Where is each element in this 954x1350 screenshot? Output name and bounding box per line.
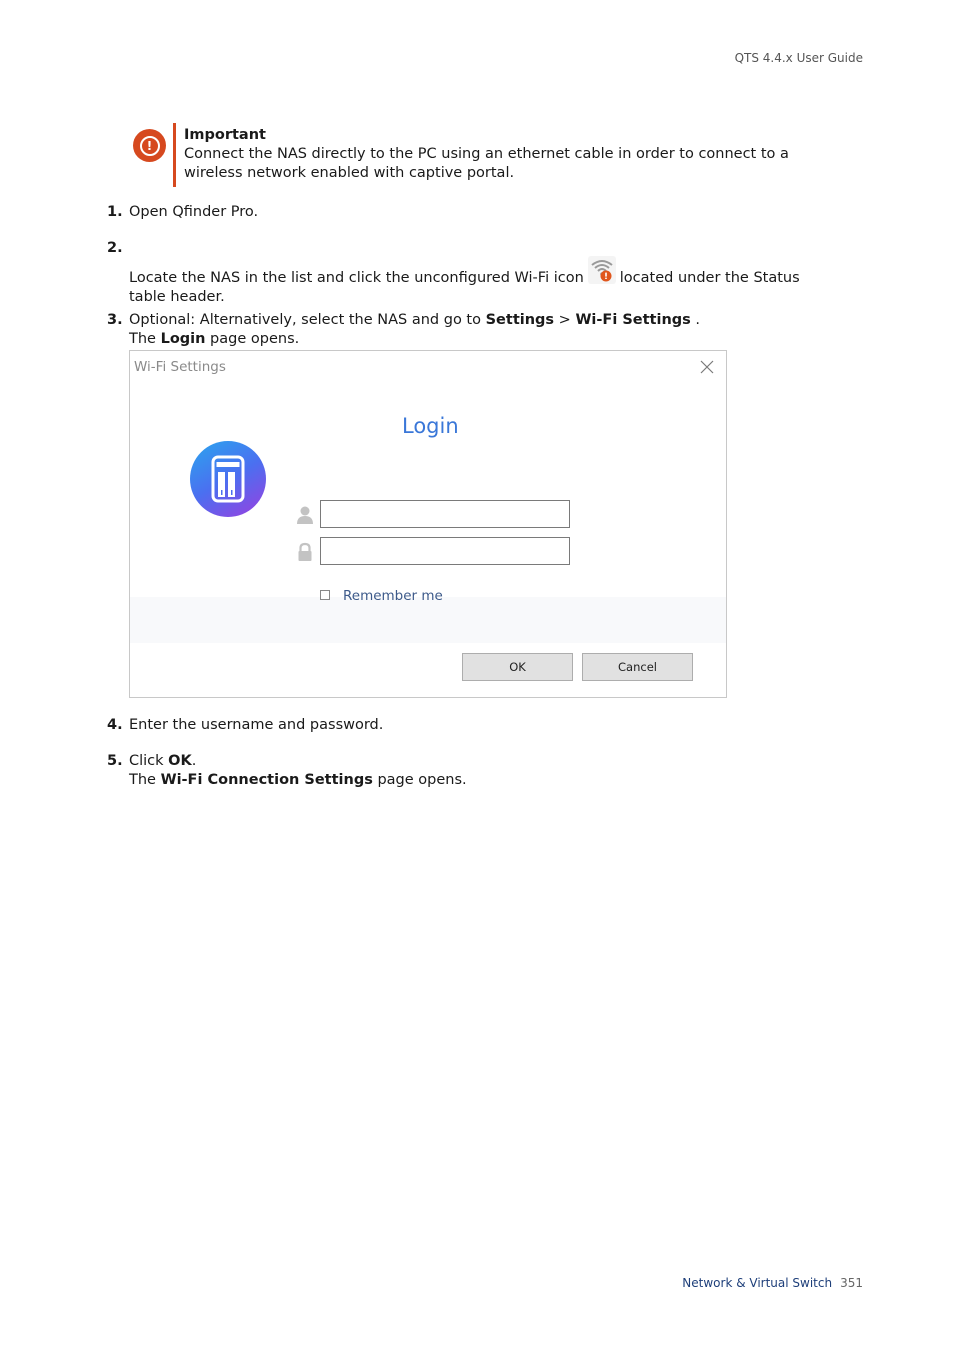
dialog-title: Wi-Fi Settings <box>134 359 226 375</box>
note-body: Connect the NAS directly to the PC using an ethernet cable in order to connect to a wireless network enabled with captive portal. <box>184 146 789 181</box>
step-text: Click OK. The Wi-Fi Connection Settings page opens. <box>129 753 467 788</box>
step-number: 1. <box>107 204 123 220</box>
note-title: Important <box>184 127 266 143</box>
page-footer <box>682 1276 863 1290</box>
wifi-settings-label: Wi-Fi Settings <box>575 312 691 328</box>
note-content <box>184 126 824 183</box>
cancel-button[interactable]: Cancel <box>582 653 693 681</box>
username-input[interactable] <box>320 500 570 528</box>
guide-title: QTS 4.4.x User Guide <box>734 51 863 65</box>
step-text <box>129 256 829 307</box>
step-text: Open Qfinder Pro. <box>129 204 259 220</box>
step-number: 4. <box>107 717 123 733</box>
password-input[interactable] <box>320 537 570 565</box>
ok-label: OK <box>168 753 192 769</box>
step-text-after: located under the Status table header. <box>129 270 800 305</box>
login-label: Login <box>160 331 206 347</box>
nas-logo-icon <box>190 441 266 517</box>
ok-button[interactable]: OK <box>462 653 573 681</box>
step-text: Enter the username and password. <box>129 717 384 733</box>
footer-section: Network & Virtual Switch <box>682 1276 833 1290</box>
step-number: 3. <box>107 312 123 328</box>
step-text: Optional: Alternatively, select the NAS and go to Settings > Wi-Fi Settings . The Login page opens. <box>129 312 701 347</box>
wifi-connection-settings-label: Wi-Fi Connection Settings <box>160 772 373 788</box>
close-icon[interactable] <box>700 359 714 373</box>
lock-icon <box>295 542 315 562</box>
alert-circle-icon: ! <box>133 129 166 162</box>
user-icon <box>295 505 315 525</box>
step-number: 2. <box>107 240 123 256</box>
page-number: 351 <box>840 1276 863 1290</box>
important-note <box>133 123 833 187</box>
login-heading: Login <box>402 414 459 438</box>
wifi-warning-icon <box>588 256 616 284</box>
note-accent-bar <box>173 123 176 187</box>
remember-me-checkbox[interactable] <box>320 590 330 600</box>
step-text-before: Locate the NAS in the list and click the unconfigured Wi-Fi icon <box>129 270 584 286</box>
wifi-settings-dialog <box>129 350 727 698</box>
step-number: 5. <box>107 753 123 769</box>
settings-label: Settings <box>485 312 555 328</box>
remember-me-label[interactable]: Remember me <box>343 588 443 604</box>
